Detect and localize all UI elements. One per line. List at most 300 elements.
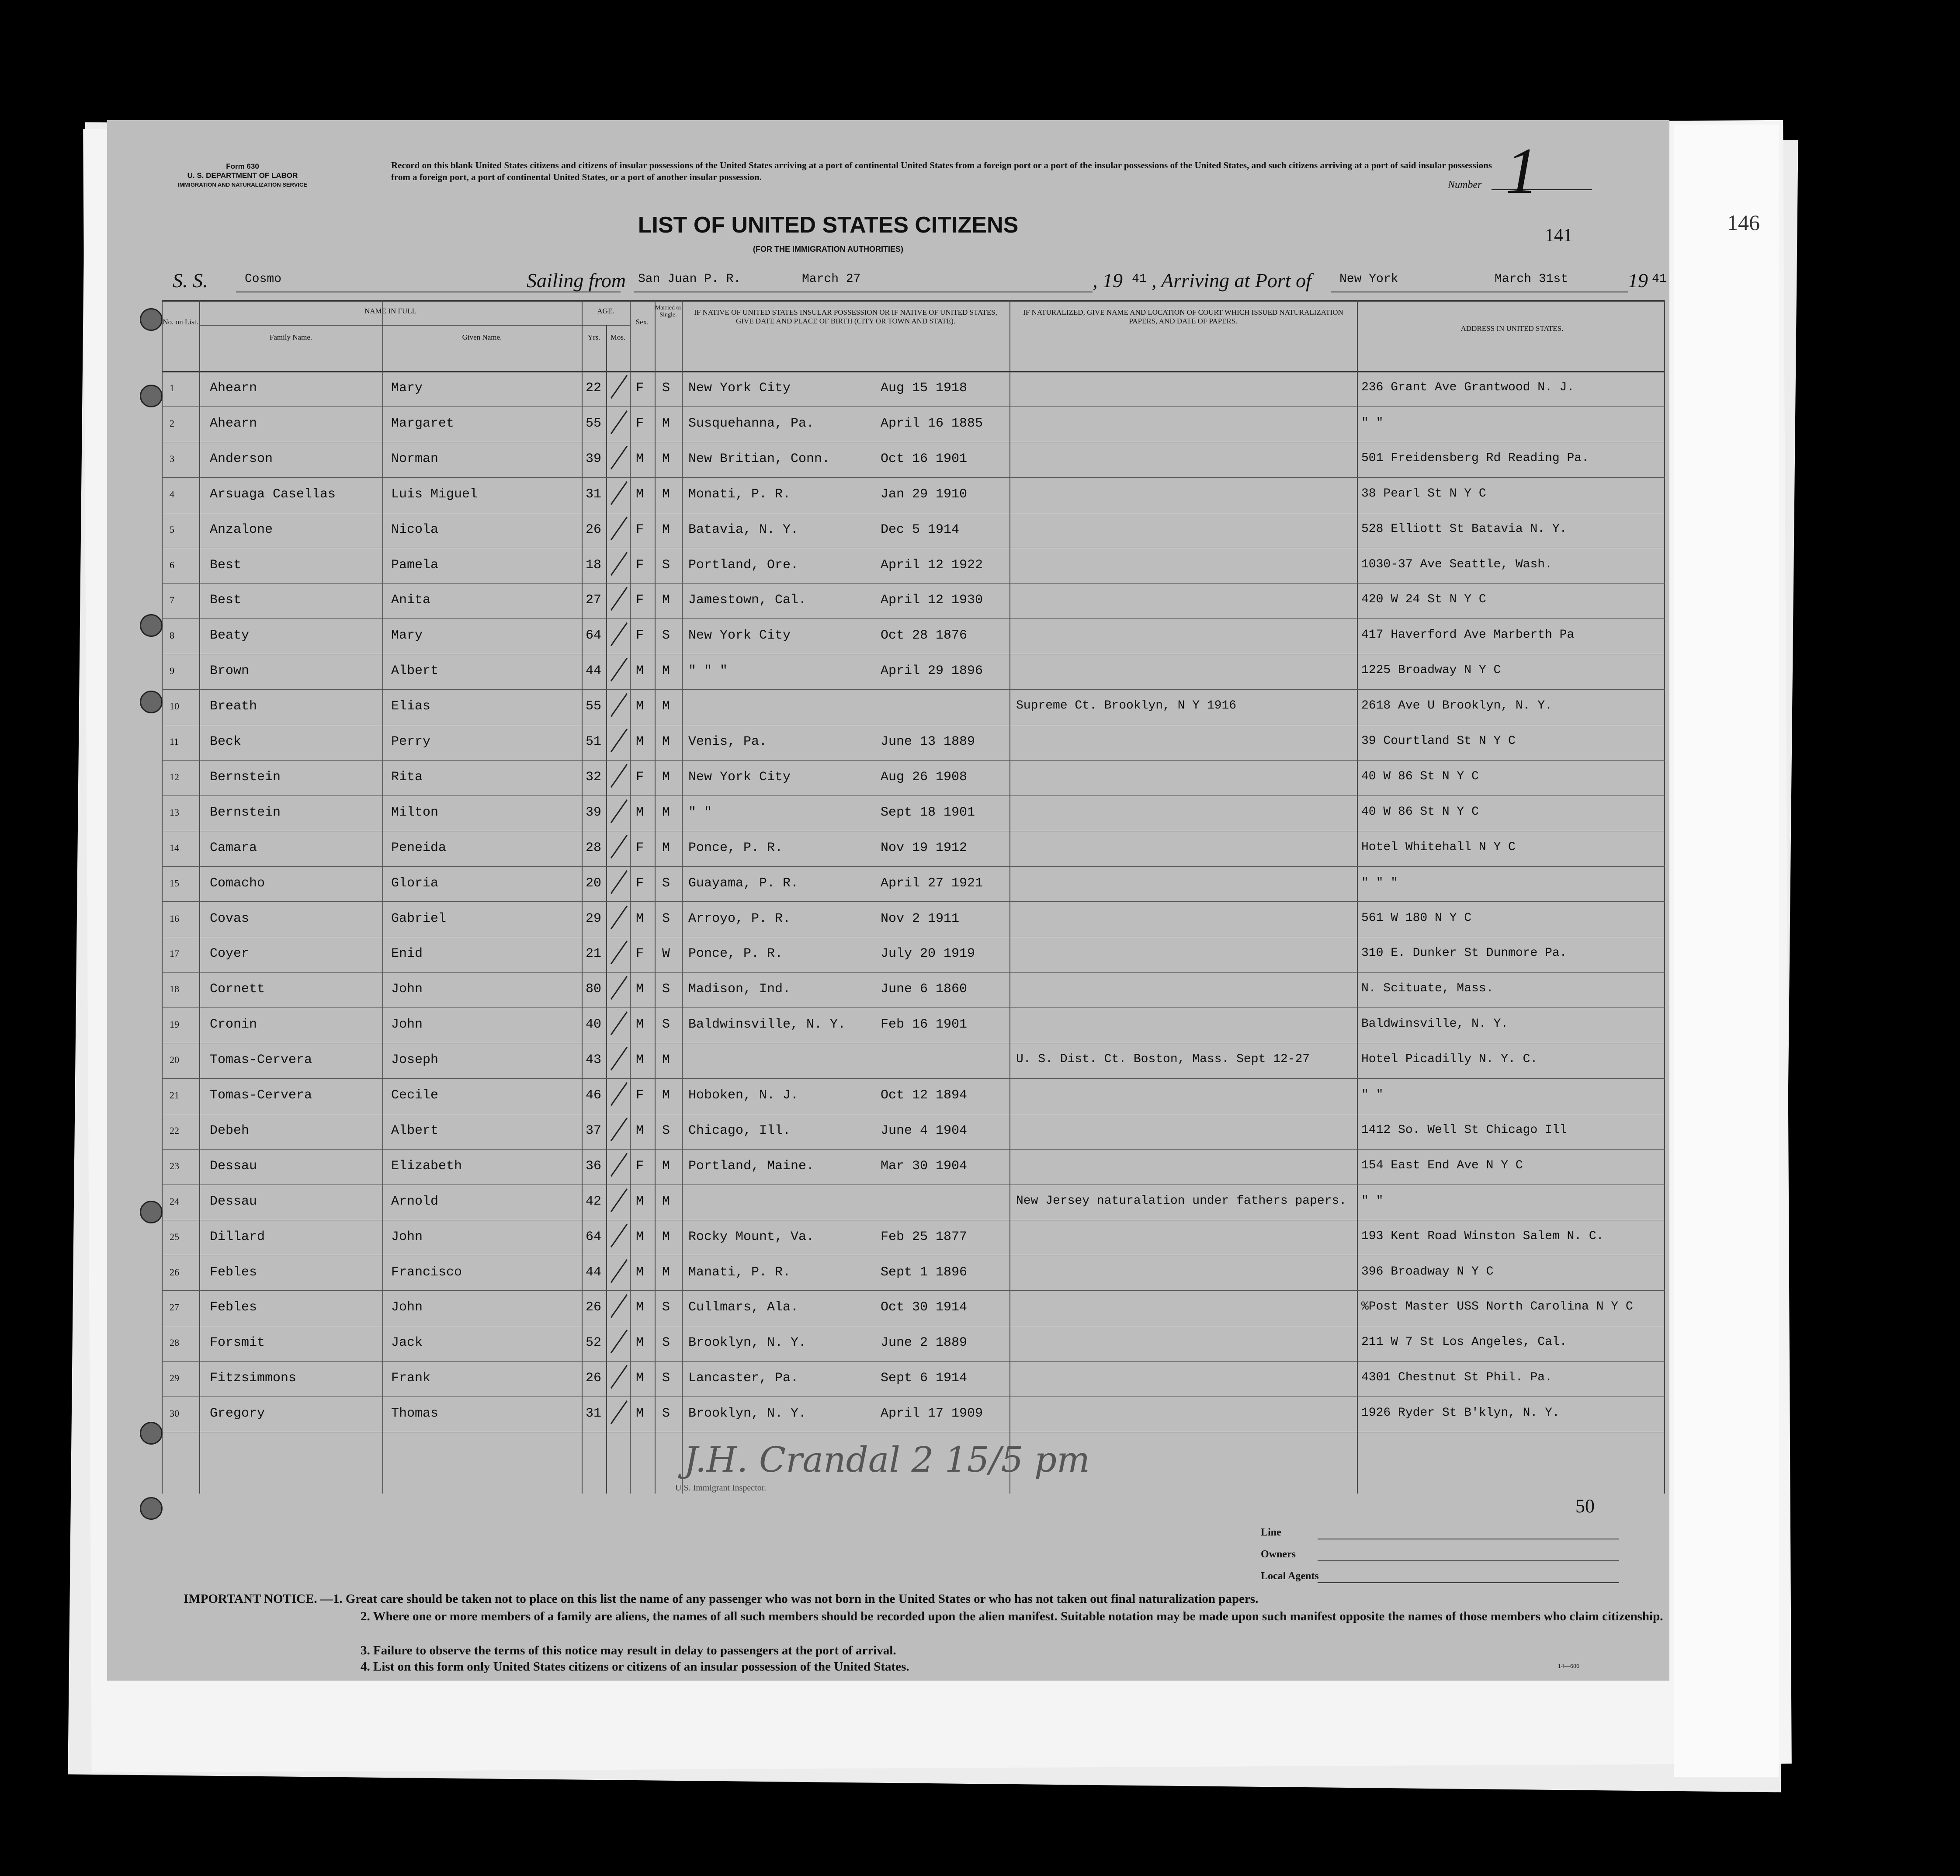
table-row — [162, 1114, 1665, 1149]
table-row — [162, 1290, 1665, 1325]
birth-place: Chicago, Ill. — [688, 1123, 791, 1138]
age-years: 46 — [586, 1088, 602, 1103]
table-row — [162, 796, 1665, 830]
age-years: 26 — [586, 522, 602, 537]
months-tick-mark — [611, 729, 628, 752]
table-row — [162, 689, 1665, 724]
family-name: Febles — [210, 1300, 257, 1315]
table-row — [162, 371, 1665, 406]
given-name: Elias — [391, 699, 431, 714]
months-tick-mark — [611, 658, 628, 681]
row-number: 18 — [170, 983, 179, 995]
age-header-rule — [582, 325, 630, 326]
sex: M — [636, 1017, 644, 1032]
notice-4: 4. List on this form only United States citizens or citizens of an insular possession of the United States. — [361, 1660, 909, 1674]
ship-name: Cosmo — [245, 272, 282, 286]
given-name: Norman — [391, 451, 439, 466]
sex: M — [636, 1229, 644, 1244]
table-row — [162, 1185, 1665, 1219]
months-tick-mark — [611, 1082, 628, 1106]
birth-date: June 13 1889 — [881, 734, 975, 749]
marital-status: M — [662, 416, 670, 431]
us-address: Hotel Whitehall N Y C — [1361, 840, 1516, 854]
naturalization: New Jersey naturalation under fathers papers. — [1016, 1194, 1347, 1208]
sex: F — [636, 769, 644, 785]
months-tick-mark — [611, 976, 628, 1000]
age-years: 29 — [586, 911, 602, 926]
table-row — [162, 937, 1665, 972]
family-name: Ahearn — [210, 381, 257, 396]
row-number: 8 — [170, 630, 174, 641]
birth-place: Portland, Ore. — [688, 557, 799, 573]
row-number: 28 — [170, 1337, 179, 1348]
birth-place: Batavia, N. Y. — [688, 522, 799, 537]
birth-date: Mar 30 1904 — [881, 1158, 968, 1174]
birth-date: Oct 16 1901 — [881, 451, 968, 466]
row-number: 9 — [170, 665, 174, 677]
marital-status: S — [662, 381, 670, 396]
family-name: Comacho — [210, 875, 265, 891]
marital-status: M — [662, 664, 670, 679]
sex: M — [636, 699, 644, 714]
marital-status: M — [662, 451, 670, 466]
sex: F — [636, 593, 644, 608]
marital-status: M — [662, 486, 670, 502]
sailing-label: Sailing from — [527, 269, 626, 292]
given-name: Enid — [391, 946, 423, 962]
naturalization: U. S. Dist. Ct. Boston, Mass. Sept 12-27 — [1016, 1053, 1310, 1067]
col-no-header: No. on List. — [163, 318, 198, 326]
family-name: Ahearn — [210, 416, 257, 431]
months-tick-mark — [611, 799, 628, 823]
row-number: 15 — [170, 877, 179, 889]
sex: M — [636, 1123, 644, 1138]
sex: M — [636, 664, 644, 679]
months-tick-mark — [611, 1047, 628, 1070]
us-address: N. Scituate, Mass. — [1361, 982, 1494, 996]
months-tick-mark — [611, 446, 628, 469]
table-row — [162, 618, 1665, 653]
birth-place: Susquehanna, Pa. — [688, 416, 815, 431]
given-name: Peneida — [391, 840, 447, 855]
months-tick-mark — [611, 693, 628, 717]
row-number: 6 — [170, 559, 174, 570]
col-given-header: Given Name. — [462, 333, 502, 341]
us-address: 561 W 180 N Y C — [1361, 911, 1472, 925]
months-tick-mark — [611, 1400, 628, 1424]
notice-item-1: —1. Great care should be taken not to place on this list the name of any passenger who was not born in the United States or who has not taken out final naturalization papers. — [320, 1592, 1259, 1606]
given-name: Margaret — [391, 416, 454, 431]
months-tick-mark — [611, 1118, 628, 1141]
given-name: Albert — [391, 664, 439, 679]
us-address: Baldwinsville, N. Y. — [1361, 1017, 1509, 1031]
sex: M — [636, 1406, 644, 1421]
sex: M — [636, 1300, 644, 1315]
us-address: 1225 Broadway N Y C — [1361, 664, 1501, 677]
punch-hole — [140, 1497, 163, 1520]
col-native-header: IF NATIVE OF UNITED STATES INSULAR POSSESSION OR IF NATIVE OF UNITED STATES, GIVE DATE AND PLACE OF BIRTH (CITY OR TOWN AND STATE). — [694, 308, 997, 325]
months-tick-mark — [611, 905, 628, 929]
table-row — [162, 548, 1665, 583]
birth-date: Feb 25 1877 — [881, 1229, 968, 1244]
age-years: 64 — [586, 628, 602, 643]
given-name: Gabriel — [391, 911, 447, 926]
sex: M — [636, 911, 644, 926]
birth-place: Brooklyn, N. Y. — [688, 1335, 807, 1351]
months-tick-mark — [611, 1330, 628, 1353]
sex: F — [636, 628, 644, 643]
table-row — [162, 1007, 1665, 1042]
family-name: Covas — [210, 911, 250, 926]
given-name: John — [391, 982, 423, 997]
sex: F — [636, 875, 644, 891]
months-tick-mark — [611, 517, 628, 540]
us-address: " " — [1361, 416, 1384, 430]
us-address: 1412 So. Well St Chicago Ill — [1361, 1123, 1567, 1137]
sex: F — [636, 557, 644, 573]
birth-place: Guayama, P. R. — [688, 875, 799, 891]
age-years: 44 — [586, 1265, 602, 1280]
col-naturalized-header: IF NATURALIZED, GIVE NAME AND LOCATION OF COURT WHICH ISSUED NATURALIZATION PAPERS, AND DATE OF PAPERS. — [1023, 308, 1343, 325]
us-address: " " — [1361, 1194, 1384, 1208]
months-tick-mark — [611, 1294, 628, 1318]
col-mos-header: Mos. — [610, 333, 626, 341]
given-name: John — [391, 1017, 423, 1032]
birth-place: Brooklyn, N. Y. — [688, 1406, 807, 1421]
adjacent-sheet — [1674, 125, 1779, 1777]
family-name: Febles — [210, 1265, 257, 1280]
age-years: 39 — [586, 805, 602, 820]
marital-status: M — [662, 840, 670, 855]
sex: F — [636, 381, 644, 396]
us-address: %Post Master USS North Carolina N Y C — [1361, 1300, 1633, 1314]
birth-date: Oct 28 1876 — [881, 628, 968, 643]
table-row — [162, 1078, 1665, 1113]
form-subtitle: (FOR THE IMMIGRATION AUTHORITIES) — [753, 245, 903, 254]
row-number: 1 — [170, 382, 174, 393]
family-name: Cronin — [210, 1017, 257, 1032]
given-name: Francisco — [391, 1265, 462, 1280]
us-address: " " — [1361, 1088, 1384, 1101]
family-name: Dessau — [210, 1158, 257, 1174]
age-years: 31 — [586, 486, 602, 502]
us-address: 154 East End Ave N Y C — [1361, 1158, 1523, 1172]
age-years: 28 — [586, 840, 602, 855]
birth-place: Portland, Maine. — [688, 1158, 815, 1174]
sheet-stamp-number: 146 — [1727, 210, 1760, 235]
family-name: Cornett — [210, 982, 265, 997]
name-header-rule — [199, 325, 582, 326]
row-number: 19 — [170, 1019, 179, 1030]
sex: M — [636, 451, 644, 466]
number-label: Number — [1448, 179, 1482, 191]
us-address: 193 Kent Road Winston Salem N. C. — [1361, 1229, 1604, 1243]
birth-place: Rocky Mount, Va. — [688, 1229, 815, 1244]
birth-date: April 12 1922 — [881, 557, 983, 573]
given-name: Joseph — [391, 1053, 439, 1068]
months-tick-mark — [611, 622, 628, 646]
birth-date: April 17 1909 — [881, 1406, 983, 1421]
col-age-header: AGE. — [597, 307, 614, 315]
given-name: Albert — [391, 1123, 439, 1138]
birth-place: Cullmars, Ala. — [688, 1300, 799, 1315]
birth-date: Aug 15 1918 — [881, 381, 968, 396]
us-address: 420 W 24 St N Y C — [1361, 593, 1486, 607]
marital-status: M — [662, 1053, 670, 1068]
notice-2: 2. Where one or more members of a family are aliens, the names of all such members should be recorded upon the alien manifest. Suitable notation may be made upon such manifest opposite the names of those members who claim citizenship. — [361, 1609, 1663, 1623]
months-tick-mark — [611, 410, 628, 434]
ss-label: S. S. — [173, 269, 208, 292]
us-address: Hotel Picadilly N. Y. C. — [1361, 1053, 1538, 1067]
family-name: Beck — [210, 734, 242, 749]
given-name: Mary — [391, 381, 423, 396]
owners-label: Owners — [1261, 1549, 1296, 1560]
age-years: 32 — [586, 769, 602, 785]
age-years: 22 — [586, 381, 602, 396]
family-name: Anzalone — [210, 522, 273, 537]
row-number: 17 — [170, 948, 179, 959]
birth-date: Oct 30 1914 — [881, 1300, 968, 1315]
family-name: Bernstein — [210, 805, 281, 820]
birth-date: April 27 1921 — [881, 875, 983, 891]
table-row — [162, 1326, 1665, 1361]
given-name: Anita — [391, 593, 431, 608]
marital-status: S — [662, 1300, 670, 1315]
punch-hole — [140, 691, 163, 713]
us-address: 236 Grant Ave Grantwood N. J. — [1361, 381, 1575, 394]
months-tick-mark — [611, 552, 628, 575]
given-name: Thomas — [391, 1406, 439, 1421]
col-name-header: NAME IN FULL — [364, 307, 416, 315]
given-name: Rita — [391, 769, 423, 785]
birth-place: Baldwinsville, N. Y. — [688, 1017, 846, 1032]
row-number: 14 — [170, 842, 179, 853]
table-top-border — [162, 300, 1665, 302]
given-name: John — [391, 1300, 423, 1315]
arrival-port: New York — [1339, 272, 1398, 286]
birth-place: Monati, P. R. — [688, 486, 791, 502]
birth-date: Dec 5 1914 — [881, 522, 960, 537]
given-name: Frank — [391, 1371, 431, 1386]
marital-status: S — [662, 911, 670, 926]
age-years: 18 — [586, 557, 602, 573]
table-row — [162, 442, 1665, 477]
us-address: 40 W 86 St N Y C — [1361, 769, 1479, 783]
age-years: 51 — [586, 734, 602, 749]
us-address: 39 Courtland St N Y C — [1361, 734, 1516, 748]
birth-place: Lancaster, Pa. — [688, 1371, 799, 1386]
age-years: 36 — [586, 1158, 602, 1174]
us-address: 4301 Chestnut St Phil. Pa. — [1361, 1371, 1552, 1385]
col-yrs-header: Yrs. — [587, 333, 600, 341]
passenger-count: 50 — [1575, 1495, 1595, 1517]
given-name: Perry — [391, 734, 431, 749]
sex: M — [636, 486, 644, 502]
marital-status: M — [662, 1194, 670, 1209]
given-name: Luis Miguel — [391, 486, 478, 502]
sex: M — [636, 1194, 644, 1209]
birth-place: New York City — [688, 628, 791, 643]
given-name: Elizabeth — [391, 1158, 462, 1174]
birth-date: Feb 16 1901 — [881, 1017, 968, 1032]
birth-date: June 2 1889 — [881, 1335, 968, 1351]
family-name: Bernstein — [210, 769, 281, 785]
sex: M — [636, 1265, 644, 1280]
row-number: 23 — [170, 1160, 179, 1171]
marital-status: S — [662, 1335, 670, 1351]
family-name: Tomas-Cervera — [210, 1053, 312, 1068]
us-address: 211 W 7 St Los Angeles, Cal. — [1361, 1335, 1567, 1349]
arrival-date: March 31st — [1495, 272, 1568, 286]
age-years: 26 — [586, 1300, 602, 1315]
inspector-signature: J.H. Crandal 2 15/5 pm — [684, 1439, 1090, 1480]
family-name: Debeh — [210, 1123, 250, 1138]
birth-date: April 29 1896 — [881, 664, 983, 679]
sex: M — [636, 1053, 644, 1068]
table-row — [162, 760, 1665, 795]
birth-place: Ponce, P. R. — [688, 840, 783, 855]
sex: M — [636, 1371, 644, 1386]
birth-date: Sept 6 1914 — [881, 1371, 968, 1386]
sailing-date: March 27 — [802, 272, 861, 286]
marital-status: M — [662, 593, 670, 608]
age-years: 26 — [586, 1371, 602, 1386]
birth-date: Aug 26 1908 — [881, 769, 968, 785]
birth-place: Arroyo, P. R. — [688, 911, 791, 926]
table-row — [162, 1255, 1665, 1290]
notice-3: 3. Failure to observe the terms of this notice may result in delay to passengers at the port of arrival. — [361, 1643, 896, 1657]
sex: M — [636, 982, 644, 997]
us-address: 1030-37 Ave Seattle, Wash. — [1361, 557, 1552, 571]
birth-place: Madison, Ind. — [688, 982, 791, 997]
line-label: Line — [1261, 1527, 1281, 1538]
us-address: 40 W 86 St N Y C — [1361, 805, 1479, 819]
service-name: IMMIGRATION AND NATURALIZATION SERVICE — [177, 181, 308, 188]
family-name: Breath — [210, 699, 257, 714]
marital-status: S — [662, 628, 670, 643]
birth-place: " " — [688, 805, 712, 820]
given-name: Cecile — [391, 1088, 439, 1103]
age-years: 44 — [586, 664, 602, 679]
age-years: 80 — [586, 982, 602, 997]
given-name: Milton — [391, 805, 439, 820]
us-address: 501 Freidensberg Rd Reading Pa. — [1361, 451, 1589, 465]
list-number: 1 — [1506, 135, 1538, 207]
row-number: 13 — [170, 806, 179, 818]
given-name: Jack — [391, 1335, 423, 1351]
birth-place: Hoboken, N. J. — [688, 1088, 799, 1103]
sex: F — [636, 840, 644, 855]
record-instructions: Record on this blank United States citizens and citizens of insular possessions of the United States arriving at a port of continental United States from a foreign port or a port of the insular possessions of the United States, and such citizens arriving at a port of said insular possessions from a foreign port, a port of continental United States, or a port of another insular possession. — [391, 160, 1492, 182]
table-row — [162, 725, 1665, 760]
family-name: Beaty — [210, 628, 250, 643]
manifest-form — [107, 120, 1669, 1681]
birth-place: Jamestown, Cal. — [688, 593, 807, 608]
form-code: 14—606 — [1558, 1663, 1579, 1670]
birth-place: New York City — [688, 381, 791, 396]
months-tick-mark — [611, 481, 628, 505]
marital-status: M — [662, 1158, 670, 1174]
table-row — [162, 1361, 1665, 1396]
marital-status: S — [662, 1123, 670, 1138]
marital-status: M — [662, 699, 670, 714]
table-row — [162, 406, 1665, 441]
arrival-year: 41 — [1652, 272, 1667, 286]
table-row — [162, 477, 1665, 512]
age-years: 20 — [586, 875, 602, 891]
punch-hole — [140, 614, 163, 637]
row-number: 11 — [170, 736, 179, 747]
marital-status: W — [662, 946, 670, 962]
birth-place: New York City — [688, 769, 791, 785]
sailing-year: 41 — [1132, 272, 1147, 286]
age-years: 37 — [586, 1123, 602, 1138]
family-name: Brown — [210, 664, 250, 679]
family-name: Fitzsimmons — [210, 1371, 297, 1386]
birth-date: Jan 29 1910 — [881, 486, 968, 502]
given-name: Mary — [391, 628, 423, 643]
family-name: Best — [210, 557, 242, 573]
birth-date: Oct 12 1894 — [881, 1088, 968, 1103]
punch-hole — [140, 308, 163, 331]
given-name: Gloria — [391, 875, 439, 891]
birth-place: Manati, P. R. — [688, 1265, 791, 1280]
form-number: Form 630 — [226, 162, 259, 170]
given-name: John — [391, 1229, 423, 1244]
marital-status: M — [662, 1229, 670, 1244]
row-number: 29 — [170, 1372, 179, 1384]
form-title: LIST OF UNITED STATES CITIZENS — [638, 212, 1019, 238]
birth-date: April 12 1930 — [881, 593, 983, 608]
birth-date: June 6 1860 — [881, 982, 968, 997]
months-tick-mark — [611, 870, 628, 894]
months-tick-mark — [611, 941, 628, 964]
age-years: 40 — [586, 1017, 602, 1032]
us-address: 310 E. Dunker St Dunmore Pa. — [1361, 946, 1567, 960]
marital-status: S — [662, 875, 670, 891]
sex: M — [636, 805, 644, 820]
col-sex-header: Sex. — [635, 318, 649, 326]
notice-1 — [184, 1591, 1669, 1607]
birth-date: Nov 19 1912 — [881, 840, 968, 855]
row-number: 7 — [170, 594, 174, 606]
row-number: 5 — [170, 524, 174, 535]
age-years: 52 — [586, 1335, 602, 1351]
row-number: 25 — [170, 1231, 179, 1242]
marital-status: M — [662, 734, 670, 749]
page-number: 141 — [1545, 226, 1572, 246]
given-name: Arnold — [391, 1194, 439, 1209]
months-tick-mark — [611, 764, 628, 788]
marital-status: M — [662, 769, 670, 785]
marital-status: S — [662, 1371, 670, 1386]
months-tick-mark — [611, 1188, 628, 1212]
us-address: 528 Elliott St Batavia N. Y. — [1361, 522, 1567, 536]
punch-hole — [140, 1422, 163, 1445]
year-prefix: , 19 — [1093, 269, 1123, 292]
birth-date: Sept 18 1901 — [881, 805, 975, 820]
age-years: 31 — [586, 1406, 602, 1421]
family-name: Dillard — [210, 1229, 265, 1244]
birth-date: Sept 1 1896 — [881, 1265, 968, 1280]
age-years: 21 — [586, 946, 602, 962]
birth-date: Nov 2 1911 — [881, 911, 960, 926]
birth-date: June 4 1904 — [881, 1123, 968, 1138]
sex: F — [636, 522, 644, 537]
marital-status: M — [662, 805, 670, 820]
marital-status: M — [662, 1265, 670, 1280]
birth-place: Venis, Pa. — [688, 734, 767, 749]
